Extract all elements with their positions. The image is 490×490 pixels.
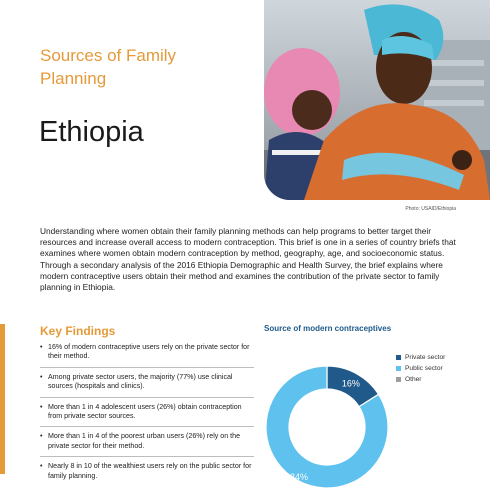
legend-item-public <box>396 363 445 374</box>
key-findings-list <box>40 343 254 490</box>
photo-credit: Photo: USAID/Ethiopia <box>405 206 456 212</box>
photo-illustration <box>264 0 490 200</box>
legend-label: Public sector <box>405 365 443 372</box>
donut-label-private: 16% <box>341 378 360 389</box>
legend-swatch-private <box>396 355 401 360</box>
chart-title: Source of modern contraceptives <box>264 324 392 333</box>
chart-legend <box>396 352 445 385</box>
finding-item: • More than 1 in 4 adolescent users (26%) obtain contraception from private sector sources. <box>40 403 254 428</box>
legend-item-private <box>396 352 445 363</box>
legend-label: Private sector <box>405 354 446 361</box>
legend-swatch-public <box>396 366 401 371</box>
donut-chart <box>264 340 394 488</box>
brief-kicker: Sources of Family Planning <box>40 46 177 88</box>
finding-item: • Nearly 8 in 10 of the wealthiest users rely on the public sector for family planning. <box>40 462 254 486</box>
finding-item: • 16% of modern contraceptive users rely on the private sector for their method. <box>40 343 254 368</box>
legend-swatch-other <box>396 377 401 382</box>
intro-paragraph: Understanding where women obtain their family planning methods can help programs to better target their resources and increase overall access to modern contraception. This brief is one in a series of country briefs that examines where women obtain modern contraception by method, geography, age, and socioeconomic status. Through a secondary analysis of the 2016 Ethiopia Demographic and Health Survey, the brief explains where modern contraceptive users obtain their method and examines the contribution of the private sector to family planning in Ethiopia. <box>40 226 456 293</box>
finding-item: • Among private sector users, the majority (77%) use clinical sources (hospitals and clinics). <box>40 373 254 398</box>
finding-item: • More than 1 in 4 of the poorest urban users (26%) rely on the private sector for their method. <box>40 432 254 457</box>
country-title: Ethiopia <box>39 116 144 148</box>
legend-label: Other <box>405 376 422 383</box>
section-accent-bar <box>0 324 5 474</box>
donut-label-public: 84% <box>289 472 309 482</box>
cover-photo <box>264 0 490 200</box>
key-findings-title: Key Findings <box>40 324 116 338</box>
legend-item-other <box>396 374 445 385</box>
